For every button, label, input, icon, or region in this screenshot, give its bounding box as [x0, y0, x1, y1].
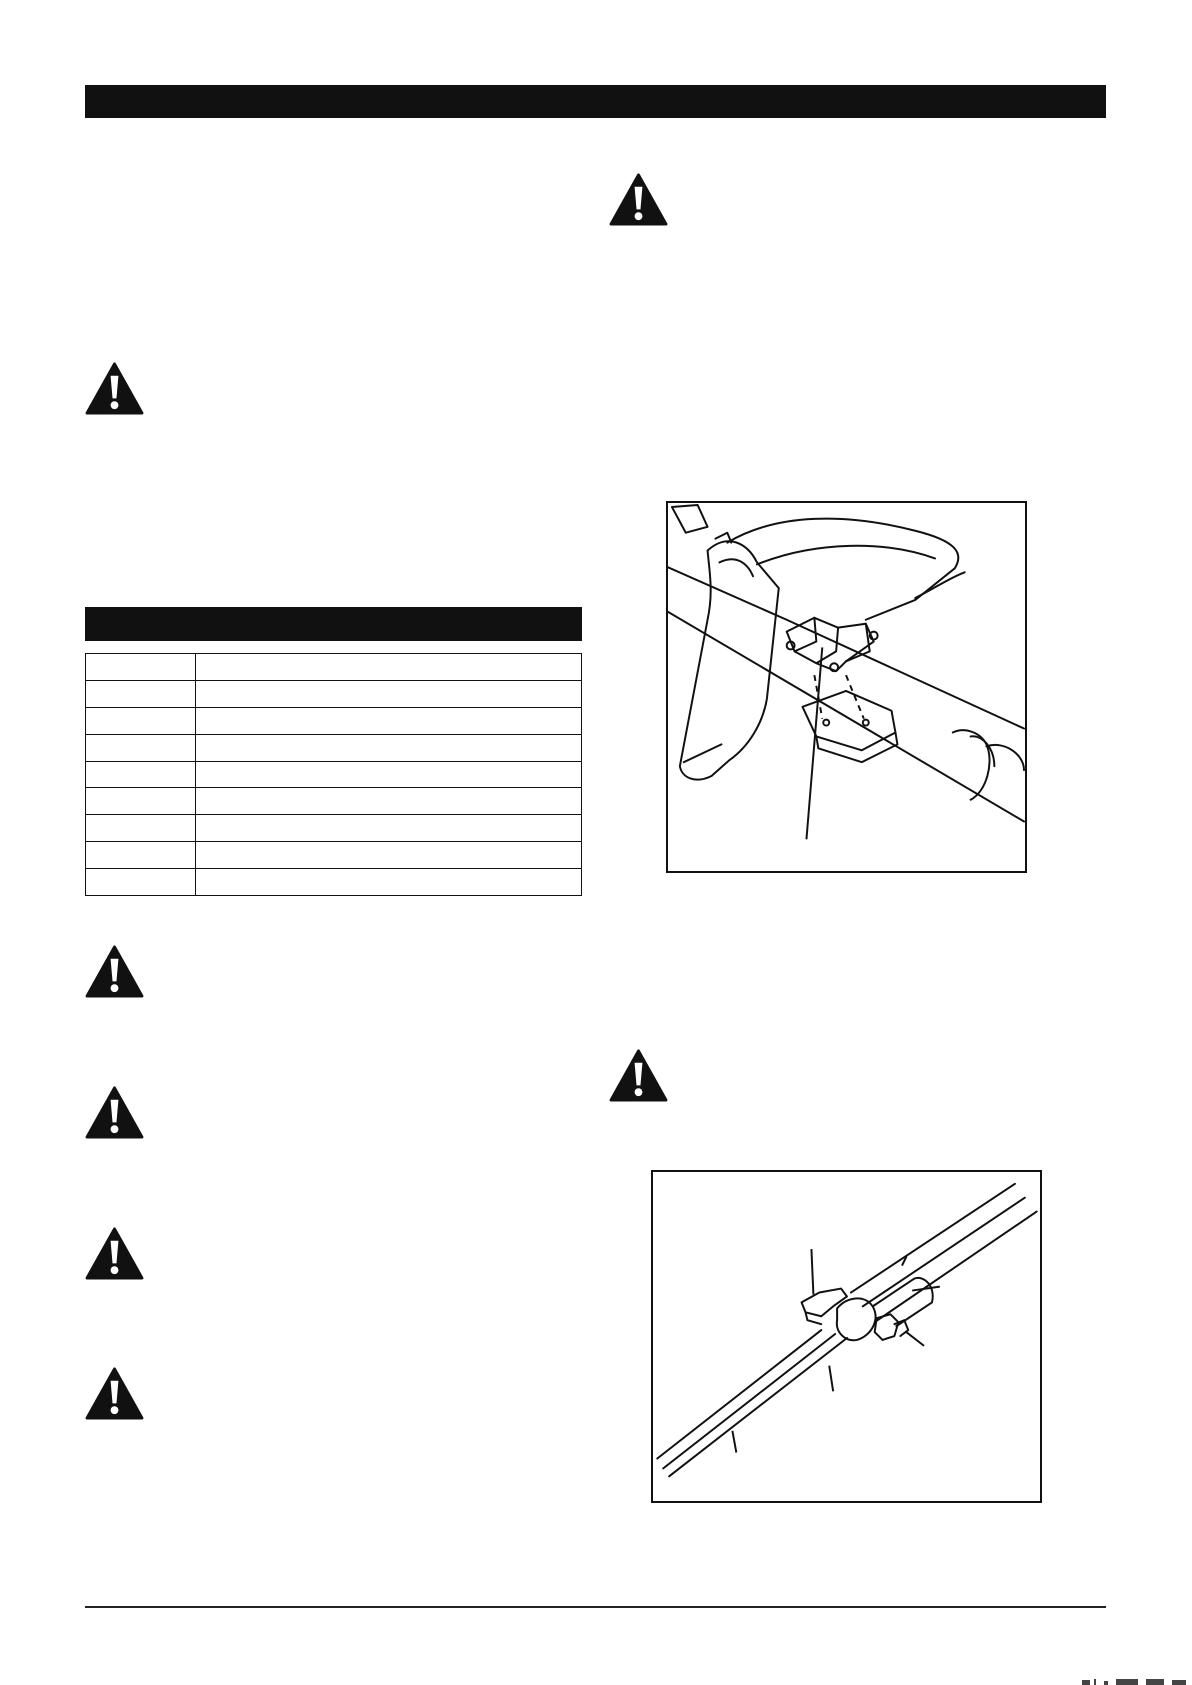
table-row — [86, 761, 582, 788]
warning-triangle-icon — [85, 362, 144, 415]
table-row — [86, 788, 582, 815]
handle-clamp-figure — [666, 501, 1027, 873]
warning-triangle-icon — [85, 1367, 144, 1420]
table-cell — [86, 707, 196, 734]
shaft-coupler-figure — [651, 1170, 1042, 1503]
table-cell — [196, 869, 582, 896]
footer-marks — [1072, 1678, 1192, 1685]
table-cell — [86, 680, 196, 707]
table-row — [86, 707, 582, 734]
callout-leaders — [732, 1249, 939, 1453]
table-cell — [86, 842, 196, 869]
shaft-coupler-illustration — [653, 1172, 1040, 1501]
table-row — [86, 680, 582, 707]
footer-rule — [85, 1606, 1106, 1608]
table-cell — [86, 734, 196, 761]
table-row — [86, 842, 582, 869]
table-row — [86, 734, 582, 761]
table-cell — [86, 815, 196, 842]
warning-triangle-icon — [609, 1049, 668, 1102]
table-cell — [86, 788, 196, 815]
table-row — [86, 654, 582, 681]
table-row — [86, 815, 582, 842]
table-cell — [86, 761, 196, 788]
warning-triangle-icon — [85, 1227, 144, 1280]
table-cell — [86, 654, 196, 681]
warning-triangle-icon — [85, 1086, 144, 1139]
table-cell — [196, 761, 582, 788]
warning-triangle-icon — [85, 945, 144, 998]
table-cell — [196, 734, 582, 761]
table-cell — [196, 680, 582, 707]
section-header-bar — [85, 607, 582, 641]
table-cell — [196, 788, 582, 815]
table-cell — [86, 869, 196, 896]
page-header-bar — [85, 85, 1106, 118]
handle-clamp-illustration — [668, 503, 1025, 871]
table-cell — [196, 815, 582, 842]
warning-triangle-icon — [609, 173, 668, 226]
table-row — [86, 869, 582, 896]
table-cell — [196, 707, 582, 734]
table-cell — [196, 842, 582, 869]
parts-table — [85, 653, 582, 896]
table-cell — [196, 654, 582, 681]
